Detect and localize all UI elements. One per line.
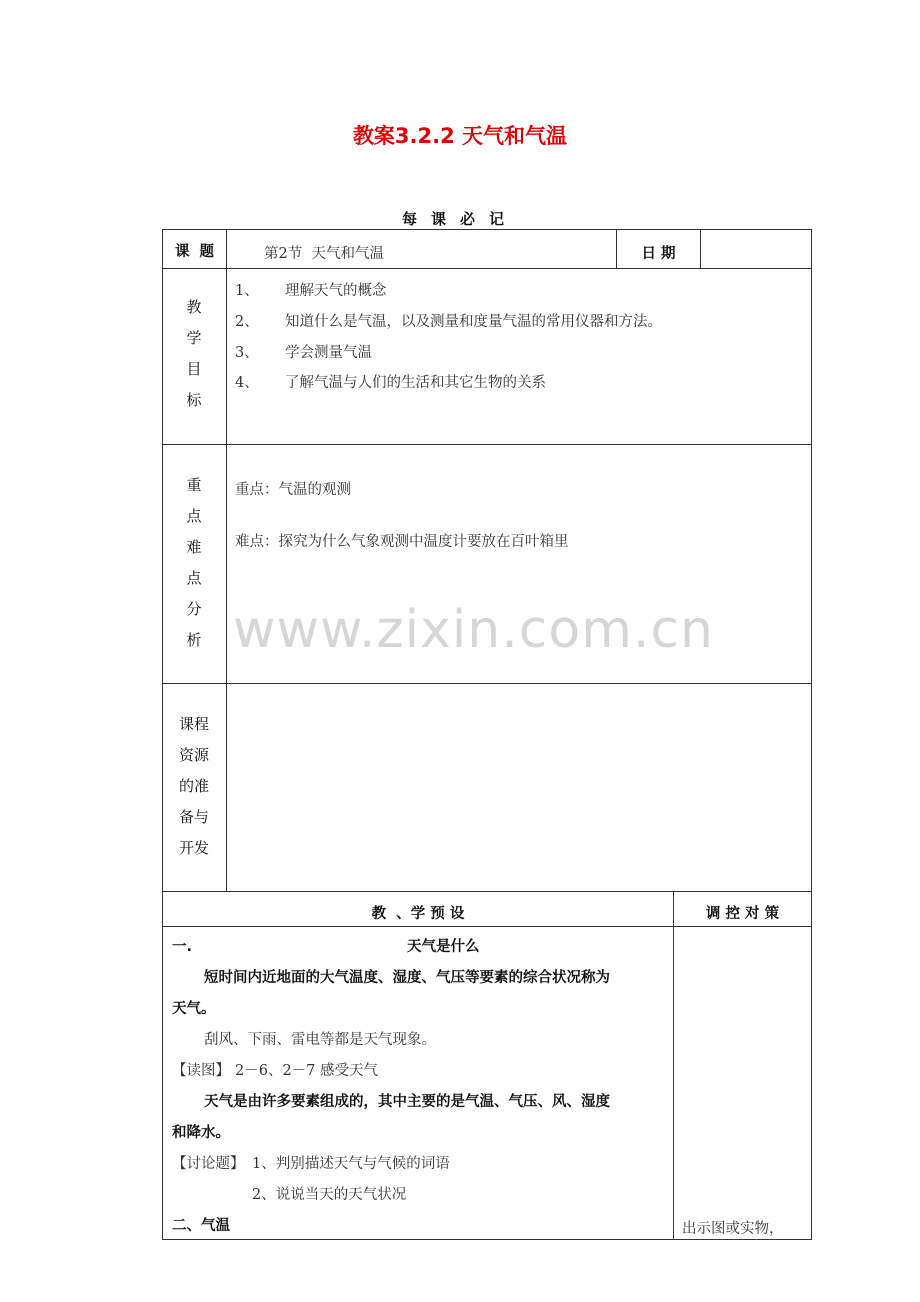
content-right-cell — [673, 926, 812, 1240]
focus-point: 重点：气温的观测 — [235, 482, 351, 498]
section1-title: 天气是什么 — [407, 939, 480, 955]
preset-header-right: 调 控 对 策 — [705, 906, 780, 922]
difficulty-point: 难点：探究为什么气象观测中温度计要放在百叶箱里 — [235, 534, 569, 550]
keypoints-label: 重 点 难 点 分 析 — [186, 476, 202, 649]
discussion-item-2: 2、说说当天的天气状况 — [252, 1187, 407, 1203]
objective-text: 学会测量气温 — [285, 345, 372, 361]
read-figure-text: 2－6、2－7 感受天气 — [235, 1063, 379, 1079]
date-value-cell — [700, 229, 812, 269]
weather-phenomena: 刮风、下雨、雷电等都是天气现象。 — [204, 1032, 436, 1048]
objective-num: 1、 — [235, 283, 259, 299]
objective-text: 知道什么是气温，以及测量和度量气温的常用仪器和方法。 — [285, 314, 662, 330]
section2-title: 二、气温 — [172, 1218, 230, 1234]
topic-label: 课 题 — [174, 244, 215, 260]
discussion-tag: 【讨论题】 — [172, 1156, 245, 1172]
weather-elements-line2: 和降水。 — [172, 1125, 230, 1141]
objective-num: 2、 — [235, 314, 259, 330]
read-figure-tag: 【读图】 — [172, 1063, 230, 1079]
objective-num: 3、 — [235, 345, 259, 361]
resources-label: 课程 资源 的准 备与 开发 — [178, 715, 209, 857]
watermark: www.zixin.com.cn — [233, 600, 714, 660]
discussion-item-1: 1、判别描述天气与气候的词语 — [252, 1156, 450, 1172]
section-header: 每课必记 — [401, 210, 518, 228]
weather-elements-line1: 天气是由许多要素组成的，其中主要的是气温、气压、风、湿度 — [204, 1094, 610, 1110]
objective-num: 4、 — [235, 375, 259, 391]
weather-definition-line2: 天气。 — [172, 1001, 216, 1017]
right-note: 出示图或实物， — [682, 1221, 784, 1237]
preset-header-left: 教 、学 预 设 — [371, 906, 465, 922]
objectives-label: 教 学 目 标 — [186, 298, 202, 409]
objective-text: 理解天气的概念 — [285, 283, 387, 299]
document-title: 教案3.2.2 天气和气温 — [352, 124, 568, 148]
section1-number: 一. — [172, 939, 193, 955]
date-label: 日 期 — [641, 246, 676, 262]
weather-definition-line1: 短时间内近地面的大气温度、湿度、气压等要素的综合状况称为 — [204, 970, 610, 986]
resources-content-cell — [226, 683, 812, 892]
objective-text: 了解气温与人们的生活和其它生物的关系 — [285, 375, 546, 391]
topic-value: 第2节 天气和气温 — [264, 246, 384, 262]
